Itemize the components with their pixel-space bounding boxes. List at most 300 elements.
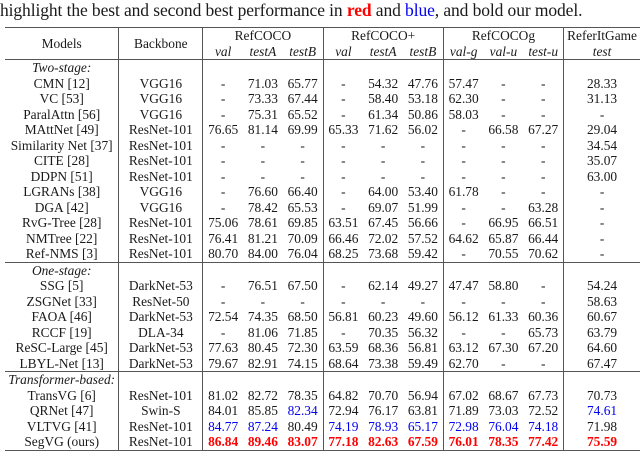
metric-cell: 76.01 (443, 434, 483, 450)
metric-cell: - (220, 75, 226, 91)
metric-cell: 59.42 (403, 246, 443, 262)
backbone-name: VGG16 (119, 76, 203, 92)
metric-cell: 53.40 (403, 184, 443, 200)
metric-cell: 74.19 (328, 418, 359, 434)
metric-cell: - (220, 184, 226, 199)
split-header: val-g (443, 44, 483, 60)
metric-cell: - (599, 199, 605, 215)
metric-cell: 68.64 (328, 355, 359, 371)
metric-cell: 76.60 (247, 184, 278, 199)
empty-cell (203, 60, 243, 76)
metric-cell: 62.30 (448, 91, 479, 106)
table-row (5, 403, 640, 419)
metric-cell: 72.98 (448, 418, 479, 434)
metric-cell: - (220, 91, 226, 106)
metric-cell: - (403, 153, 443, 169)
backbone-name: ResNet-50 (119, 294, 203, 310)
metric-cell: 67.02 (448, 387, 479, 403)
model-name: SSG [5] (5, 278, 119, 294)
metric-cell: 57.52 (403, 231, 443, 247)
empty-cell (119, 372, 203, 388)
metric-cell: 65.77 (283, 76, 323, 92)
backbone-name: DarkNet-53 (119, 309, 203, 325)
empty-cell (564, 372, 640, 388)
metric-cell: - (341, 75, 346, 91)
metric-cell: - (341, 184, 346, 199)
metric-cell: - (341, 106, 346, 122)
metric-cell: 78.35 (484, 434, 524, 450)
metric-cell: 81.06 (247, 324, 278, 340)
metric-cell: 67.27 (523, 122, 563, 138)
table-body (5, 60, 640, 451)
metric-cell: 72.02 (368, 230, 399, 246)
metric-cell: - (523, 169, 563, 185)
metric-cell: 66.58 (488, 122, 519, 137)
group-header-row (5, 372, 640, 388)
metric-cell: 58.63 (586, 293, 618, 309)
metric-cell: 73.03 (488, 403, 519, 418)
metric-cell: - (461, 293, 466, 309)
empty-cell (243, 262, 283, 278)
header-refcocog: RefCOCOg (443, 28, 563, 44)
metric-cell: 74.61 (586, 403, 618, 418)
split-header: testB (283, 44, 323, 60)
metric-cell: 76.17 (368, 403, 399, 418)
empty-cell (243, 60, 283, 76)
metric-cell: - (220, 137, 226, 153)
empty-cell (363, 262, 403, 278)
metric-cell: - (220, 324, 226, 340)
model-name: QRNet [47] (5, 403, 119, 419)
metric-cell: 49.60 (403, 309, 443, 325)
metric-cell: - (283, 153, 323, 169)
metric-cell: 58.40 (368, 91, 399, 106)
metric-cell: 83.07 (283, 434, 323, 450)
header-refcoco: RefCOCO (203, 28, 323, 44)
metric-cell: - (283, 138, 323, 154)
metric-cell: - (341, 153, 346, 168)
split-header: val-u (484, 44, 524, 60)
model-name: VC [53] (5, 91, 119, 107)
metric-cell: 63.28 (523, 200, 563, 216)
metric-cell: 82.72 (247, 387, 278, 403)
metric-cell: - (523, 294, 563, 310)
table-row (5, 388, 640, 404)
metric-cell: 78.93 (368, 418, 399, 434)
metric-cell: 78.61 (247, 215, 278, 230)
metric-cell: 80.70 (208, 246, 239, 261)
metric-cell: 72.94 (328, 403, 359, 418)
metric-cell: - (341, 324, 346, 340)
empty-cell (443, 372, 483, 388)
metric-cell: - (501, 75, 506, 91)
metric-cell: 60.36 (523, 309, 563, 325)
metric-cell: 64.62 (448, 230, 479, 246)
table-row (5, 278, 640, 294)
metric-cell: - (341, 168, 346, 184)
metric-cell: 60.23 (368, 309, 399, 324)
metric-cell: 60.67 (586, 309, 618, 324)
metric-cell: 67.47 (586, 355, 618, 371)
metric-cell: 80.49 (283, 419, 323, 435)
metric-cell: 63.12 (448, 340, 479, 355)
metric-cell: 63.81 (403, 403, 443, 419)
metric-cell: - (403, 294, 443, 310)
metric-cell: 70.09 (283, 231, 323, 247)
split-header: test-u (523, 44, 563, 60)
empty-cell (283, 372, 323, 388)
backbone-name: ResNet-101 (119, 388, 203, 404)
metric-cell: 76.04 (283, 246, 323, 262)
metric-cell: 65.53 (283, 200, 323, 216)
metric-cell: 61.34 (368, 106, 399, 122)
backbone-name: ResNet-101 (119, 246, 203, 262)
metric-cell: 73.33 (247, 91, 278, 106)
metric-cell: - (523, 91, 563, 107)
metric-cell: 84.00 (247, 246, 278, 261)
metric-cell: 68.67 (488, 387, 519, 403)
header-backbone: Backbone (119, 28, 203, 60)
backbone-name: DLA-34 (119, 325, 203, 341)
metric-cell: 70.62 (523, 246, 563, 262)
metric-cell: 51.99 (403, 200, 443, 216)
metric-cell: 78.42 (247, 199, 278, 215)
metric-cell: 66.40 (283, 184, 323, 200)
metric-cell: - (501, 153, 506, 168)
metric-cell: 63.00 (586, 168, 618, 184)
metric-cell: 68.25 (328, 246, 359, 261)
metric-cell: 71.89 (448, 403, 479, 418)
table-row (5, 169, 640, 185)
metric-cell: 67.30 (488, 340, 519, 355)
metric-cell: 31.13 (586, 91, 618, 106)
split-header: testA (363, 44, 403, 60)
metric-cell: 79.67 (208, 355, 239, 371)
table-caption (0, 0, 640, 22)
metric-cell: 67.45 (368, 215, 399, 230)
metric-cell: 71.98 (586, 418, 618, 434)
metric-cell: 81.02 (208, 387, 239, 403)
metric-cell: 75.59 (564, 434, 640, 450)
group-label: Transformer-based: (5, 372, 119, 388)
metric-cell: - (461, 246, 466, 261)
metric-cell: 61.33 (488, 309, 519, 324)
metric-cell: - (260, 153, 266, 168)
metric-cell: - (501, 91, 506, 106)
metric-cell: 87.24 (247, 418, 278, 434)
model-name: LBYL-Net [13] (5, 356, 119, 372)
metric-cell: - (220, 199, 226, 215)
model-name: SegVG (ours) (5, 434, 119, 450)
caption-text: , and bold our model. (434, 0, 583, 20)
metric-cell: 56.81 (403, 340, 443, 356)
metric-cell: 56.02 (403, 122, 443, 138)
metric-cell: 59.49 (403, 356, 443, 372)
metric-cell: 76.65 (208, 122, 239, 137)
metric-cell: - (599, 230, 605, 246)
empty-cell (243, 372, 283, 388)
metric-cell: - (341, 293, 346, 309)
table-row (5, 309, 640, 325)
model-name: MAttNet [49] (5, 122, 119, 138)
empty-cell (203, 262, 243, 278)
metric-cell: - (220, 106, 226, 122)
backbone-name: DarkNet-53 (119, 278, 203, 294)
backbone-name: VGG16 (119, 200, 203, 216)
empty-cell (363, 372, 403, 388)
model-name: ZSGNet [33] (5, 294, 119, 310)
metric-cell: 34.54 (586, 137, 618, 153)
empty-cell (283, 60, 323, 76)
backbone-name: ResNet-101 (119, 169, 203, 185)
metric-cell: 67.20 (523, 340, 563, 356)
metric-cell: - (341, 91, 346, 106)
metric-cell: 68.50 (283, 309, 323, 325)
empty-cell (203, 372, 243, 388)
empty-cell (564, 60, 640, 76)
backbone-name: Swin-S (119, 403, 203, 419)
metric-cell: 74.35 (247, 309, 278, 324)
metric-cell: - (461, 215, 466, 230)
table-row (5, 107, 640, 123)
metric-cell: 66.46 (328, 230, 359, 246)
table-row (5, 76, 640, 92)
empty-cell (323, 372, 363, 388)
group-header-row (5, 60, 640, 76)
metric-cell: - (341, 199, 346, 215)
metric-cell: - (341, 278, 346, 293)
split-header: testA (243, 44, 283, 60)
metric-cell: 62.14 (368, 278, 399, 293)
metric-cell: 67.50 (283, 278, 323, 294)
backbone-name: ResNet-101 (119, 138, 203, 154)
model-name: Ref-NMS [3] (5, 246, 119, 262)
results-table (5, 27, 640, 451)
model-name: DGA [42] (5, 200, 119, 216)
metric-cell: 54.24 (586, 278, 618, 293)
metric-cell: 67.44 (283, 91, 323, 107)
caption-blue-word: blue (405, 0, 435, 20)
model-name: ReSC-Large [45] (5, 340, 119, 356)
metric-cell: - (523, 138, 563, 154)
metric-cell: 77.18 (323, 434, 363, 450)
metric-cell: 71.03 (247, 75, 278, 91)
metric-cell: - (599, 246, 605, 261)
metric-cell: - (341, 137, 346, 153)
metric-cell: 62.70 (448, 355, 479, 371)
empty-cell (283, 262, 323, 278)
metric-cell: 71.62 (368, 122, 399, 137)
empty-cell (523, 372, 563, 388)
metric-cell: - (501, 324, 506, 340)
metric-cell: 69.85 (283, 215, 323, 231)
metric-cell: 72.52 (523, 403, 563, 419)
model-name: NMTree [22] (5, 231, 119, 247)
metric-cell: - (260, 168, 266, 184)
empty-cell (484, 372, 524, 388)
table-row (5, 356, 640, 372)
metric-cell: 64.82 (328, 387, 359, 403)
backbone-name: ResNet-101 (119, 215, 203, 231)
table-row (5, 200, 640, 216)
metric-cell: 63.59 (328, 340, 359, 355)
metric-cell: 65.87 (488, 230, 519, 246)
table-row (5, 294, 640, 310)
metric-cell: 73.38 (368, 355, 399, 371)
metric-cell: 67.59 (403, 434, 443, 450)
metric-cell: 56.66 (403, 215, 443, 231)
empty-cell (323, 262, 363, 278)
metric-cell: 65.52 (283, 107, 323, 123)
metric-cell: - (599, 215, 605, 230)
metric-cell: 28.33 (586, 75, 618, 91)
empty-cell (443, 60, 483, 76)
metric-cell: - (523, 278, 563, 294)
table-row (5, 434, 640, 450)
metric-cell: - (260, 293, 266, 309)
group-header-row (5, 262, 640, 278)
model-name: Similarity Net [37] (5, 138, 119, 154)
backbone-name: DarkNet-53 (119, 356, 203, 372)
metric-cell: 70.70 (368, 387, 399, 403)
model-name: FAOA [46] (5, 309, 119, 325)
model-name: VLTVG [41] (5, 419, 119, 435)
metric-cell: 75.06 (208, 215, 239, 230)
metric-cell: - (501, 106, 506, 122)
metric-cell: 89.46 (243, 434, 283, 450)
metric-cell: 66.95 (488, 215, 519, 230)
metric-cell: - (220, 278, 226, 293)
metric-cell: - (501, 168, 506, 184)
metric-cell: 82.63 (363, 434, 403, 450)
metric-cell: 61.78 (448, 184, 479, 199)
backbone-name: ResNet-101 (119, 419, 203, 435)
backbone-name: ResNet-101 (119, 153, 203, 169)
caption-text: highlight the best and second best performance in (0, 0, 347, 20)
table-row (5, 122, 640, 138)
metric-cell: 76.41 (208, 230, 239, 246)
metric-cell: 85.85 (247, 403, 278, 418)
metric-cell: 82.34 (283, 403, 323, 419)
metric-cell: 65.33 (328, 122, 359, 137)
metric-cell: - (523, 356, 563, 372)
metric-cell: 78.35 (283, 388, 323, 404)
metric-cell: 81.21 (247, 230, 278, 246)
model-name: TransVG [6] (5, 388, 119, 404)
metric-cell: - (220, 293, 226, 309)
metric-cell: - (461, 324, 466, 340)
backbone-name: DarkNet-53 (119, 340, 203, 356)
caption-red-word: red (346, 0, 372, 20)
metric-cell: 66.51 (523, 215, 563, 231)
metric-cell: 82.91 (247, 355, 278, 371)
metric-cell: 73.68 (368, 246, 399, 261)
metric-cell: 64.60 (586, 340, 618, 355)
header-referitgame: ReferItGame (564, 28, 640, 44)
metric-cell: - (523, 153, 563, 169)
metric-cell: - (501, 184, 506, 199)
empty-cell (323, 60, 363, 76)
metric-cell: 35.07 (586, 153, 618, 168)
metric-cell: 56.81 (328, 309, 359, 324)
metric-cell: 64.00 (368, 184, 399, 199)
metric-cell: 70.35 (368, 324, 399, 340)
metric-cell: 68.36 (368, 340, 399, 355)
metric-cell: 84.01 (208, 403, 239, 418)
backbone-name: VGG16 (119, 184, 203, 200)
metric-cell: 58.80 (488, 278, 519, 293)
metric-cell: 69.07 (368, 199, 399, 215)
table-row (5, 419, 640, 435)
table-row (5, 340, 640, 356)
header-row-datasets (5, 28, 640, 44)
metric-cell: - (403, 138, 443, 154)
metric-cell: - (461, 122, 466, 137)
table-row (5, 325, 640, 341)
metric-cell: - (220, 153, 226, 168)
metric-cell: 72.30 (283, 340, 323, 356)
metric-cell: - (501, 199, 506, 215)
model-name: DDPN [51] (5, 169, 119, 185)
empty-cell (119, 60, 203, 76)
metric-cell: 53.18 (403, 91, 443, 107)
backbone-name: VGG16 (119, 107, 203, 123)
metric-cell: 47.76 (403, 76, 443, 92)
empty-cell (523, 60, 563, 76)
metric-cell: - (523, 107, 563, 123)
metric-cell: 80.45 (247, 340, 278, 355)
table-row (5, 138, 640, 154)
empty-cell (403, 372, 443, 388)
metric-cell: - (501, 137, 506, 153)
metric-cell: 76.51 (247, 278, 278, 293)
empty-cell (484, 262, 524, 278)
table-row (5, 231, 640, 247)
empty-cell (523, 262, 563, 278)
metric-cell: 76.04 (488, 418, 519, 434)
metric-cell: - (523, 184, 563, 200)
split-header: val (323, 44, 363, 60)
metric-cell: - (461, 137, 466, 153)
metric-cell: 57.47 (448, 75, 479, 91)
metric-cell: - (599, 106, 605, 122)
metric-cell: 66.44 (523, 231, 563, 247)
metric-cell: 54.32 (368, 75, 399, 91)
metric-cell: 65.73 (523, 325, 563, 341)
metric-cell: 84.77 (208, 418, 239, 434)
model-name: LGRANs [38] (5, 184, 119, 200)
metric-cell: 72.54 (208, 309, 239, 324)
empty-cell (403, 262, 443, 278)
group-label: One-stage: (5, 262, 119, 278)
metric-cell: - (260, 137, 266, 153)
model-name: CMN [12] (5, 76, 119, 92)
metric-cell: 29.04 (586, 122, 618, 137)
model-name: CITE [28] (5, 153, 119, 169)
model-name: ParalAttn [56] (5, 107, 119, 123)
table-row (5, 246, 640, 262)
header-models: Models (5, 28, 119, 60)
metric-cell: - (501, 355, 506, 371)
metric-cell: - (380, 293, 386, 309)
backbone-name: ResNet-101 (119, 231, 203, 247)
metric-cell: 70.73 (586, 387, 618, 403)
metric-cell: 63.79 (586, 324, 618, 340)
metric-cell: 56.32 (403, 325, 443, 341)
metric-cell: - (283, 294, 323, 310)
metric-cell: - (461, 153, 466, 168)
model-name: RCCF [19] (5, 325, 119, 341)
